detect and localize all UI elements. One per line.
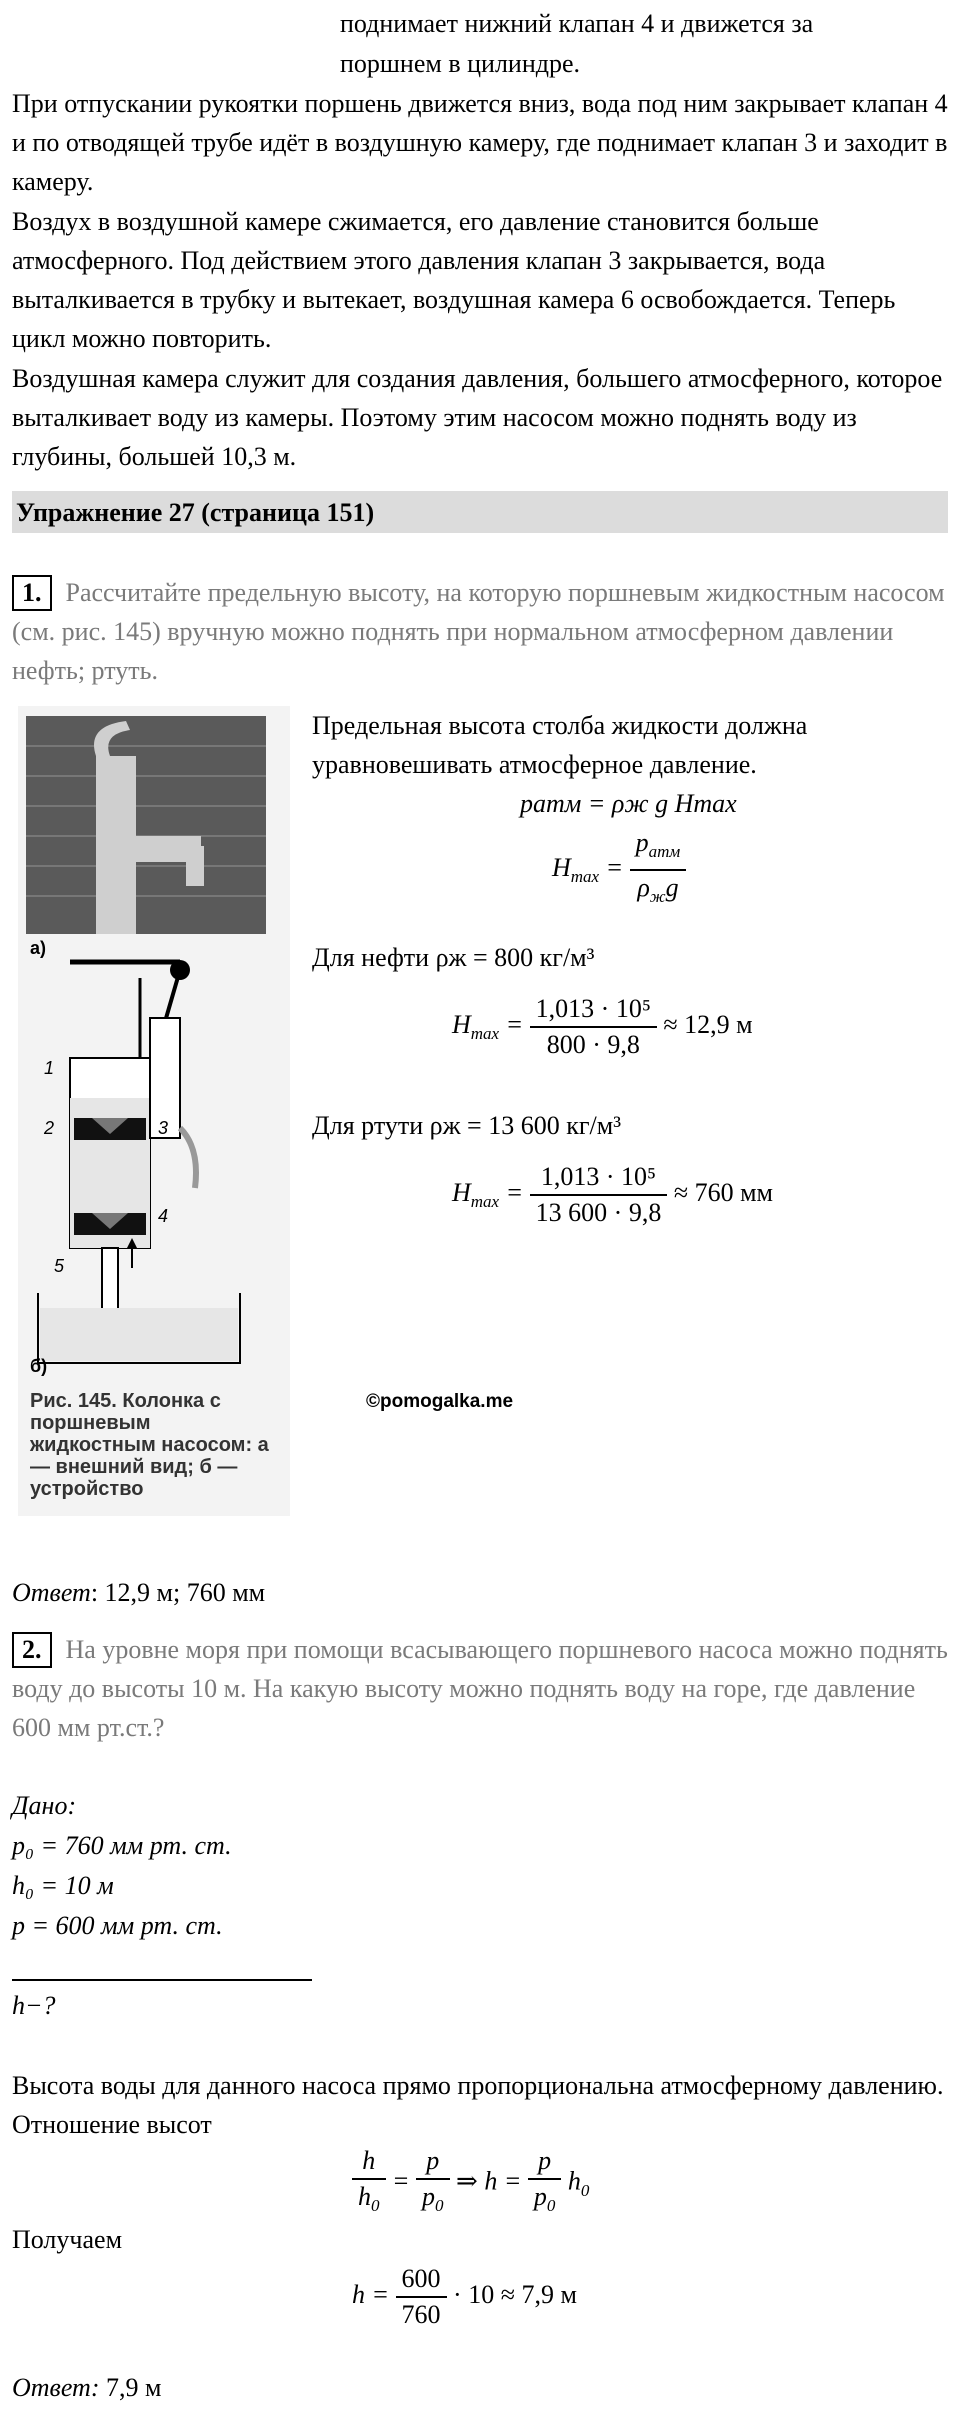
figure-label-4: 4 [158,1206,169,1226]
intro-line-2: поршнем в цилиндре. [340,49,581,78]
task2-answer-value: 7,9 м [99,2373,162,2402]
oil-denominator: 800 · 9,8 [546,1030,640,1059]
figure-label-b: б) [30,1356,48,1376]
pump-photo-drawing [26,716,266,934]
task1-text [12,573,948,690]
paragraph-1: При отпускании рукоятки поршень движется вниз, вода под ним закрывает клапан 4 и по отводящей трубе идёт в воздушную камеру, где поднимает клапан 3 и заходит в камеру. [12,89,948,196]
task2-solution-text: Высота воды для данного насоса прямо пропорциональна атмосферному давлению. Отношение высот [12,2071,944,2139]
task1-number: 1. [12,575,52,611]
figure-caption [30,1390,270,1500]
task1-mercury-calc: $H_{max}$ = $\frac{\text{1,013 · 10⁵}}{13 600 \cdot 9,8}$ ≈ 760 мм [452,1160,773,1230]
task2-answer [12,2368,948,2407]
figure-label-3: 3 [158,1118,169,1138]
figure-label-a: а) [30,938,47,958]
task1-eq2: $H_{max}$ = $\frac{p_{атм}}{\rho_жg}$ [552,826,686,914]
task1-answer-label: Ответ [12,1578,91,1607]
task1-eq1: pатм = ρж g Hmax [520,789,737,818]
task2-calc: h = $\frac{600}{760}$ · 10 ≈ 7,9 м [352,2262,577,2332]
task2-text [12,1630,948,1747]
task1-question: Рассчитайте предельную высоту, на которую поршневым жидкостным насосом (см. рис. 145) вручную можно поднять при нормальном атмосферном давлении нефть; ртуть. [12,578,945,685]
mercury-result: ≈ 760 мм [673,1177,774,1207]
paragraph-2: Воздух в воздушной камере сжимается, его давление становится больше атмосферного. Под действием этого давления клапан 3 закрывается, вода выталкивается в трубку и вытекает, воздушная камера 6 освобождается. Теперь цикл можно повторить. [12,207,896,353]
task1-mercury-label: Для ртути ρж = 13 600 кг/м³ [312,1111,621,1140]
calc-rest: · 10 ≈ 7,9 м [453,2279,577,2309]
task1-answer [12,1573,948,1612]
calc-numerator: 600 [396,2262,447,2298]
oil-numerator: 1,013 · 10⁵ [530,992,657,1028]
paragraph-3: Воздушная камера служит для создания давления, большего атмосферного, которое выталкивает воду из камеры. Поэтому этим насосом можно поднять воду из глубины, большей 10,3 м. [12,364,943,471]
watermark: ©pomogalka.me [366,1391,514,1412]
task1-solution-intro: Предельная высота столба жидкости должна уравновешивать атмосферное давление. [312,711,808,779]
task1-answer-value: : 12,9 м; 760 мм [90,1578,266,1607]
figure-caption-number: Рис. 145. [30,1390,117,1412]
task2-question: На уровне моря при помощи всасывающего поршневого насоса можно поднять воду до высоты 10 м. На какую высоту можно поднять воду на горе, где давление 600 мм рт.ст.? [12,1635,948,1742]
task2-given-1: p₀ = 760 мм рт. ст. [12,1831,232,1860]
task2-given-2: h₀ = 10 м [12,1871,114,1900]
figure-label-1: 1 [44,1058,55,1078]
mercury-denominator: 13 600 · 9,8 [535,1198,662,1227]
task1-oil-calc: $H_{max}$ = $\frac{\text{1,013 · 10⁵}}{800 \cdot 9,8}$ ≈ 12,9 м [452,992,753,1062]
task2-given-label: Дано: [12,1791,77,1820]
section-header: Упражнение 27 (страница 151) [16,498,375,527]
pump-diagram-drawing [30,948,260,1368]
figure-label-5: 5 [54,1256,65,1276]
task1-oil-label: Для нефти ρж = 800 кг/м³ [312,943,595,972]
oil-result: ≈ 12,9 м [663,1009,753,1039]
task2-ratio-formula: $\frac{h}{h_0}$ = $\frac{p}{p_0}$ ⇒ h = $\frac{p}{p_0}$ $h_0$ [352,2144,589,2223]
task2-given-3: p = 600 мм рт. ст. [12,1911,223,1940]
task2-poluchaem: Получаем [12,2225,123,2254]
pump-diagram [30,948,260,1368]
calc-denominator: 760 [401,2300,441,2329]
pump-photo [26,716,266,934]
mercury-numerator: 1,013 · 10⁵ [530,1160,668,1196]
task2-find: h−? [12,1991,56,2020]
task2-number: 2. [12,1632,52,1668]
given-divider [12,1979,312,1981]
figure-label-2: 2 [44,1118,55,1138]
intro-line-1: поднимает нижний клапан 4 и движется за [340,9,814,38]
figure-caption-text: Колонка с поршневым жидкостным насосом: а — внешний вид; б — устройство [30,1390,269,1500]
task2-answer-label: Ответ: [12,2373,100,2402]
